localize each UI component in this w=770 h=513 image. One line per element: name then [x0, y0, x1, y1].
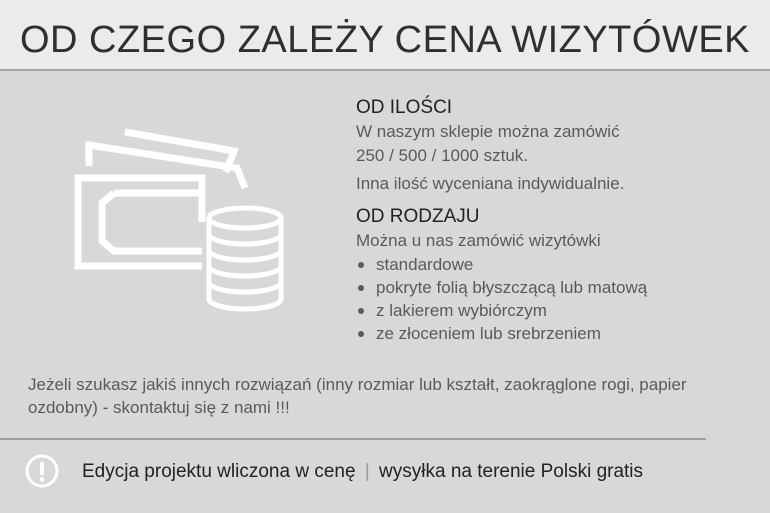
- contact-note: Jeżeli szukasz jakiś innych rozwiązań (inny rozmiar lub kształt, zaokrąglone rogi, papier ozdobny) - skontaktuj się z nami !!!: [28, 375, 687, 417]
- type-list: [356, 253, 756, 345]
- list-item: z lakierem wybiórczym: [356, 299, 756, 322]
- exclamation-circle-icon: [25, 454, 59, 488]
- type-intro: Można u nas zamówić wizytówki: [356, 231, 601, 250]
- banknotes-and-coins-icon: [74, 110, 290, 315]
- quantity-line: Inna ilość wyceniana indywidualnie.: [356, 174, 625, 193]
- list-item: standardowe: [356, 253, 756, 276]
- shipping-info: wysyłka na terenie Polski gratis: [379, 461, 644, 482]
- type-heading: OD RODZAJU: [356, 206, 480, 227]
- page-title: OD CZEGO ZALEŻY CENA WIZYTÓWEK: [19, 19, 751, 61]
- separator: |: [364, 461, 370, 482]
- price-factors: [356, 96, 756, 345]
- quantity-line: W naszym sklepie można zamówić: [356, 122, 620, 141]
- list-item: ze złoceniem lub srebrzeniem: [356, 322, 756, 345]
- bottom-info: [82, 459, 643, 485]
- quantity-line: 250 / 500 / 1000 sztuk.: [356, 146, 529, 165]
- list-item: pokryte folią błyszczącą lub matową: [356, 276, 756, 299]
- project-edit-info: Edycja projektu wliczona w cenę: [82, 461, 356, 482]
- divider: [0, 438, 706, 440]
- quantity-heading: OD ILOŚCI: [356, 97, 453, 118]
